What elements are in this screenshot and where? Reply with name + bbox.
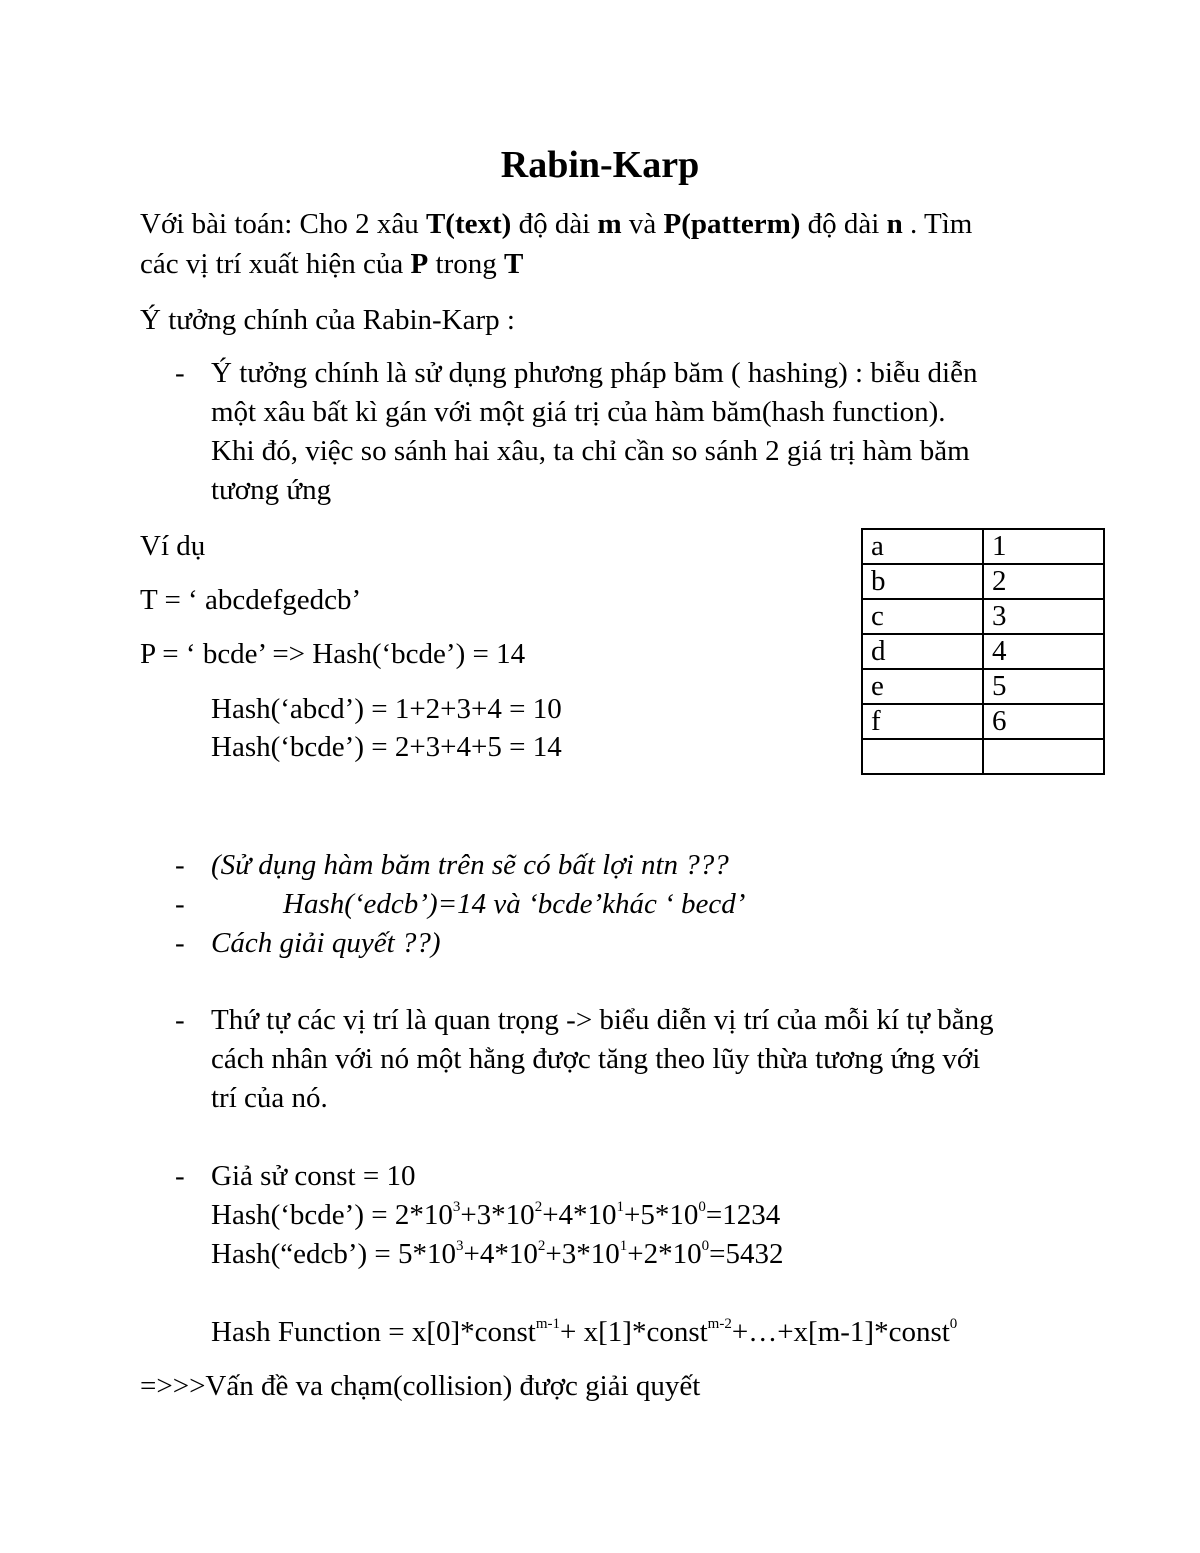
- table-row: [862, 529, 1104, 564]
- bullet-dash: -: [175, 1160, 185, 1192]
- hash-function-formula: [211, 1313, 957, 1352]
- idea-line: tương ứng: [211, 474, 332, 506]
- t-text-term: T(text): [425, 208, 512, 240]
- formula-term: +4*10: [542, 1199, 617, 1231]
- char-cell: c: [862, 599, 983, 634]
- intro-text: và: [621, 208, 664, 240]
- formula-term: 5*10: [398, 1238, 457, 1270]
- formula-exponent: 0: [698, 1199, 706, 1216]
- const-line: Giả sử const = 10: [211, 1160, 416, 1192]
- formula-exponent: m-2: [707, 1316, 732, 1333]
- formula-exponent: 2: [537, 1238, 546, 1255]
- formula-term: +3*10: [460, 1199, 535, 1231]
- example-heading: Ví dụ: [140, 530, 206, 562]
- table-row: [862, 564, 1104, 599]
- value-cell: 5: [983, 669, 1104, 704]
- formula-exponent: 0: [701, 1238, 710, 1255]
- formula-term: 2*10: [394, 1199, 453, 1231]
- issue-collision-example: Hash(‘edcb’)=14 và ‘bcde’khác ‘ becd’: [283, 888, 746, 920]
- idea-line: một xâu bất kì gán với một giá trị của hàm băm(hash function).: [211, 396, 946, 428]
- table-row: [862, 669, 1104, 704]
- value-cell: 6: [983, 704, 1104, 739]
- issue-question: (Sử dụng hàm băm trên sẽ có bất lợi ntn ???: [211, 849, 729, 881]
- char-cell: e: [862, 669, 983, 704]
- example-t-line: T = ‘ abcdefgedcb’: [140, 584, 362, 616]
- intro-line-2: [140, 245, 523, 284]
- page-title: Rabin-Karp: [500, 144, 700, 186]
- table-row: [862, 739, 1104, 774]
- hash-bcde-formula: [211, 1196, 780, 1235]
- intro-text: độ dài: [800, 208, 887, 240]
- char-cell: a: [862, 529, 983, 564]
- value-cell: 2: [983, 564, 1104, 599]
- formula-exponent: 3: [452, 1199, 461, 1216]
- formula-exponent: 1: [619, 1238, 628, 1255]
- intro-text: các vị trí xuất hiện của: [140, 248, 411, 280]
- formula-term: +5*10: [624, 1199, 699, 1231]
- char-cell: f: [862, 704, 983, 739]
- table-row: [862, 634, 1104, 669]
- formula-lhs: Hash Function =: [211, 1316, 412, 1348]
- formula-term: +3*10: [545, 1238, 620, 1270]
- formula-lhs: Hash(“edcb’) =: [211, 1238, 399, 1270]
- p-term: P: [410, 248, 429, 280]
- char-cell: b: [862, 564, 983, 599]
- formula-exponent: m-1: [535, 1316, 561, 1333]
- formula-term: +2*10: [627, 1238, 702, 1270]
- table-row: [862, 599, 1104, 634]
- bullet-dash: -: [175, 927, 185, 959]
- idea-line: Khi đó, việc so sánh hai xâu, ta chỉ cần so sánh 2 giá trị hàm băm: [211, 435, 970, 467]
- intro-text: độ dài: [511, 208, 598, 240]
- formula-exponent: 1: [616, 1199, 625, 1216]
- example-hash-abcd: Hash(‘abcd’) = 1+2+3+4 = 10: [211, 693, 562, 725]
- formula-result: =5432: [709, 1238, 784, 1270]
- bullet-dash: -: [175, 357, 185, 389]
- n-term: n: [886, 208, 903, 240]
- char-cell: d: [862, 634, 983, 669]
- bullet-dash: -: [175, 849, 185, 881]
- formula-exponent: 0: [949, 1316, 958, 1333]
- conclusion: =>>>Vấn đề va chạm(collision) được giải quyết: [140, 1370, 701, 1402]
- idea-heading: Ý tưởng chính của Rabin-Karp :: [140, 304, 515, 336]
- formula-term: +…+x[m-1]*const: [731, 1316, 950, 1348]
- formula-result: =1234: [705, 1199, 781, 1231]
- intro-text: . Tìm: [902, 208, 973, 240]
- order-line: trí của nó.: [211, 1082, 328, 1114]
- table-row: [862, 704, 1104, 739]
- formula-lhs: Hash(‘bcde’) =: [211, 1199, 395, 1231]
- value-cell: 1: [983, 529, 1104, 564]
- intro-text: trong: [428, 248, 504, 280]
- formula-exponent: 3: [456, 1238, 464, 1255]
- value-cell: [983, 739, 1104, 774]
- idea-line: Ý tưởng chính là sử dụng phương pháp băm ( hashing) : biễu diễn: [211, 357, 978, 389]
- order-line: Thứ tự các vị trí là quan trọng -> biểu diễn vị trí của mỗi kí tự bằng: [211, 1004, 994, 1036]
- formula-term: + x[1]*const: [560, 1316, 708, 1348]
- formula-term: +4*10: [463, 1238, 538, 1270]
- bullet-dash: -: [175, 1004, 185, 1036]
- m-term: m: [597, 208, 622, 240]
- hash-edcb-formula: [211, 1235, 783, 1274]
- example-hash-bcde: Hash(‘bcde’) = 2+3+4+5 = 14: [211, 731, 562, 763]
- bullet-dash: -: [175, 888, 185, 920]
- formula-exponent: 2: [534, 1199, 543, 1216]
- p-pattern-term: P(patterm): [663, 208, 801, 240]
- char-cell: [862, 739, 983, 774]
- example-p-line: P = ‘ bcde’ => Hash(‘bcde’) = 14: [140, 638, 526, 670]
- intro-text: Với bài toán: Cho 2 xâu: [140, 208, 426, 240]
- order-line: cách nhân với nó một hằng được tăng theo lũy thừa tương ứng với: [211, 1043, 981, 1075]
- issue-solution-question: Cách giải quyết ??): [211, 927, 441, 959]
- t-term: T: [503, 248, 524, 280]
- value-cell: 4: [983, 634, 1104, 669]
- intro-line-1: [140, 205, 972, 244]
- formula-term: x[0]*const: [411, 1316, 536, 1348]
- value-cell: 3: [983, 599, 1104, 634]
- char-value-table: [861, 528, 1105, 775]
